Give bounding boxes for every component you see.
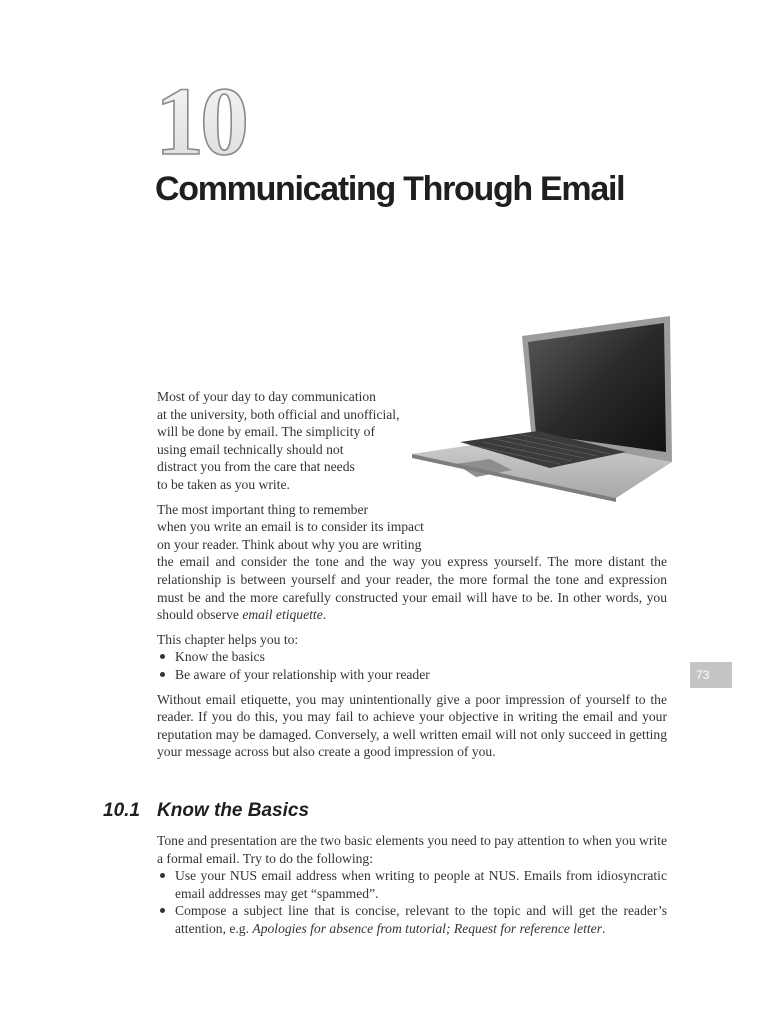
text-line: to be taken as you write.: [157, 476, 290, 492]
intro-paragraph-2: [157, 501, 667, 554]
chapter-aims-list: [157, 648, 667, 683]
list-item: Compose a subject line that is concise, relevant to the topic and will get the reader’s attention, e.g. Apologies for absence from tutorial; Request for reference letter.: [157, 902, 667, 937]
intro-text: [157, 388, 667, 761]
list-item: Use your NUS email address when writing to people at NUS. Emails from idiosyncratic email addresses may get “spammed”.: [157, 867, 667, 902]
section-body: [157, 832, 667, 938]
section-number: 10.1: [103, 800, 140, 821]
chapter-aims-intro: This chapter helps you to:: [157, 631, 299, 647]
text-line: when you write an email is to consider its impact: [157, 519, 424, 535]
intro-paragraph-1: [157, 388, 667, 494]
text-line: using email technically should not: [157, 441, 344, 457]
list-item: Be aware of your relationship with your reader: [157, 666, 667, 684]
text-line: will be done by email. The simplicity of: [157, 424, 375, 440]
text-line: Most of your day to day communication: [157, 389, 376, 404]
page-number: 73: [690, 662, 732, 688]
svg-text:10: 10: [155, 84, 245, 158]
text-line: on your reader. Think about why you are writing: [157, 536, 422, 552]
section-heading: [103, 800, 309, 822]
example-subject-lines: Apologies for absence from tutorial; Request for reference letter: [252, 920, 602, 936]
tips-list: [157, 867, 667, 937]
text-line: at the university, both official and unofficial,: [157, 406, 400, 422]
text-line: distract you from the care that needs: [157, 459, 355, 475]
section-paragraph: Tone and presentation are the two basic elements you need to pay attention to when you write a formal email. Try to do the following:: [157, 833, 667, 866]
text-line: The most important thing to remember: [157, 501, 369, 517]
intro-paragraph-2-continued: the email and consider the tone and the way you express yourself. The more distant the relationship is between yourself and your reader, the more formal the tone and expression must be and the more carefully constructed your email will have to be. In other words, you should observe email etiquette.: [157, 554, 667, 623]
list-item: Know the basics: [157, 648, 667, 666]
chapter-title: Communicating Through Email: [155, 170, 625, 208]
intro-paragraph-4: Without email etiquette, you may unintentionally give a poor impression of yourself to the reader. If you do this, you may fail to achieve your objective in writing the email and your reputation may be damaged. Conversely, a well written email will not only succeed in getting your message across but also create a good impression of you.: [157, 691, 667, 760]
chapter-number: [155, 84, 285, 158]
emphasis-email-etiquette: email etiquette: [242, 607, 323, 623]
section-title: Know the Basics: [157, 800, 310, 821]
